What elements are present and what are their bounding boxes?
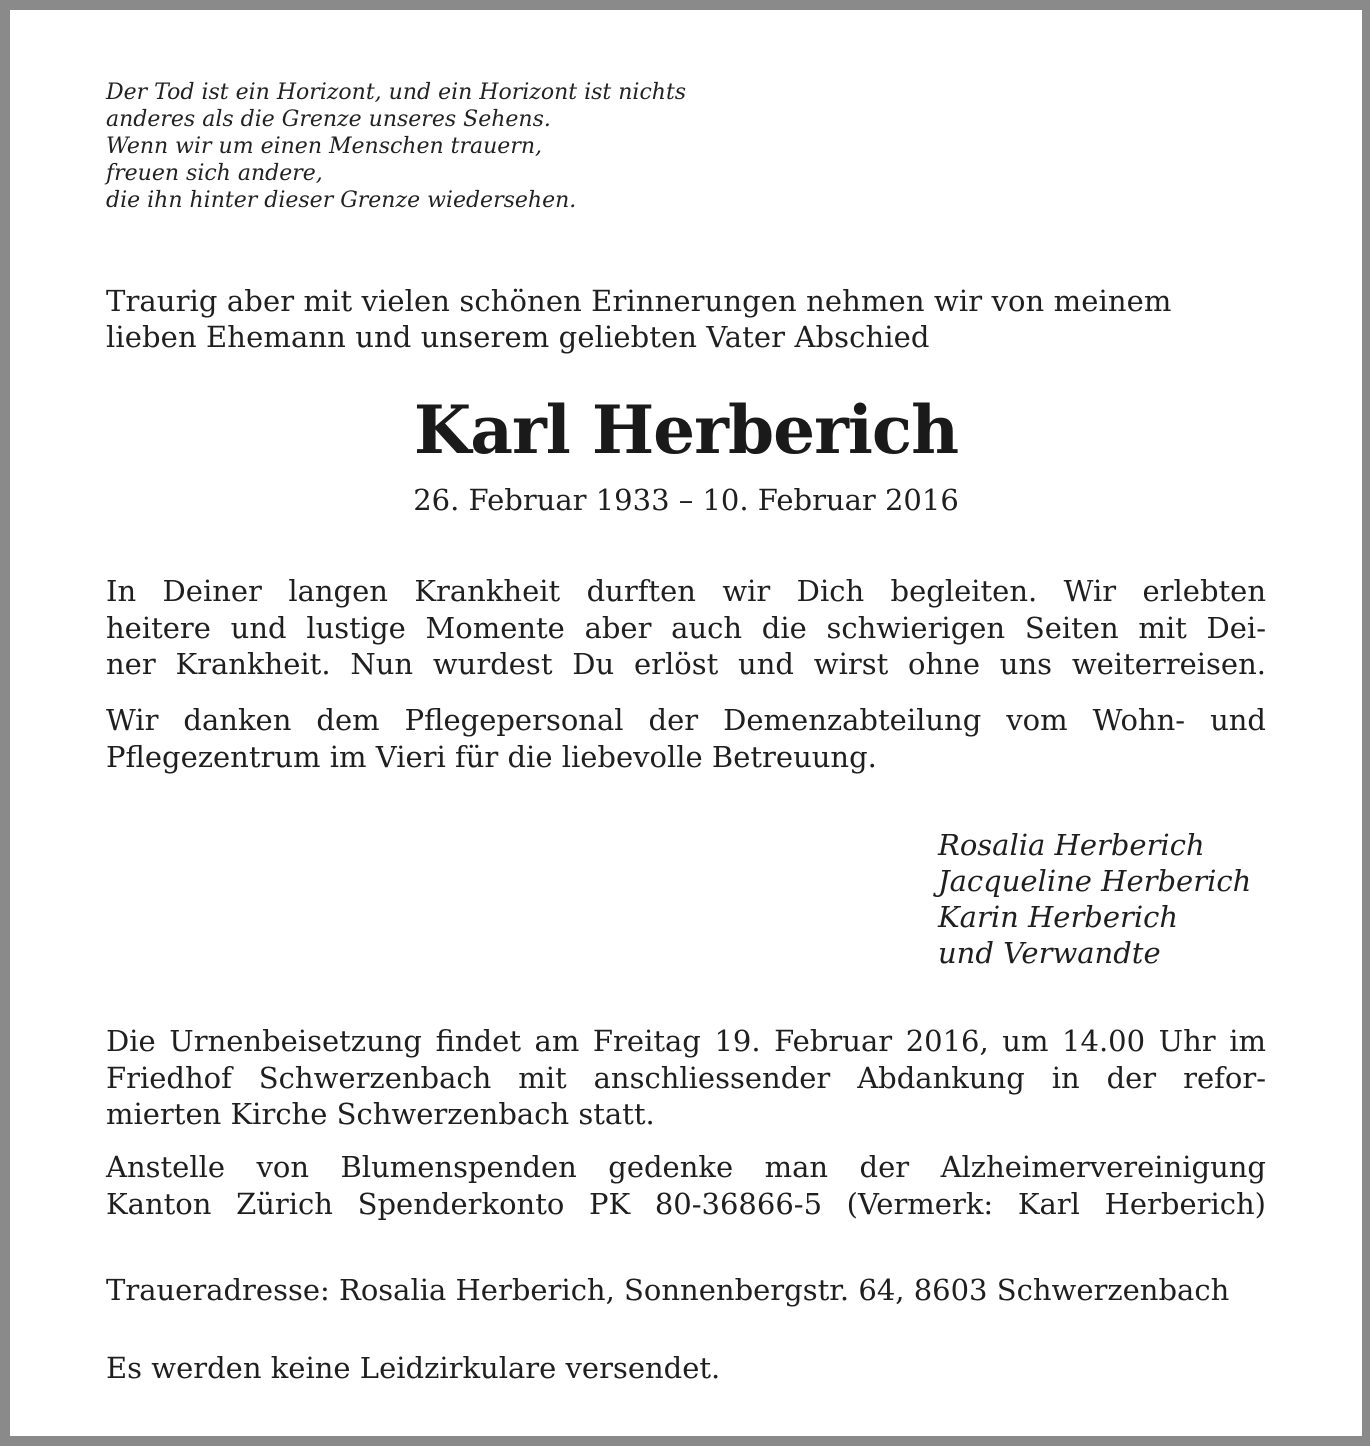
donation-paragraph [106,1149,1266,1222]
mourner-name: und Verwandte [938,936,1161,970]
life-dates: 26. Februar 1933 – 10. Februar 2016 [413,483,959,517]
motto-line: Wenn wir um einen Menschen trauern, [106,134,542,159]
thanks-paragraph [106,702,1266,775]
mourner-name: Karin Herberich [938,900,1179,934]
motto-line: Der Tod ist ein Horizont, und ein Horizont ist nichts [106,80,687,105]
mourners-signatures [938,827,1298,971]
obituary-page [10,10,1362,1436]
intro-line: Traurig aber mit vielen schönen Erinnerungen nehmen wir von meinem [106,284,1172,318]
deceased-name: Karl Herberich [413,391,959,469]
illness-paragraph [106,573,1266,683]
paragraph-line: In Deiner langen Krankheit durften wir Dich begleiten. Wir erlebten [106,574,1266,608]
motto-quote [106,79,806,214]
paragraph-line: mierten Kirche Schwerzenbach statt. [106,1097,655,1131]
paragraph-line: Wir danken dem Pflegepersonal der Demenzabteilung vom Wohn- und [106,703,1266,737]
mourner-name: Rosalia Herberich [938,828,1205,862]
paragraph-line: Die Urnenbeisetzung findet am Freitag 19. Februar 2016, um 14.00 Uhr im [106,1024,1266,1058]
circular-note: Es werden keine Leidzirkulare versendet. [106,1351,721,1385]
intro-text [106,283,1266,355]
intro-line: lieben Ehemann und unserem geliebten Vater Abschied [106,320,930,354]
mourner-name: Jacqueline Herberich [938,864,1252,898]
paragraph-line: ner Krankheit. Nun wurdest Du erlöst und wirst ohne uns weiterreisen. [106,647,1266,681]
mourning-address: Traueradresse: Rosalia Herberich, Sonnenbergstr. 64, 8603 Schwerzenbach [106,1273,1230,1307]
paragraph-line: Friedhof Schwerzenbach mit anschliessender Abdankung in der refor- [106,1060,1266,1095]
motto-line: die ihn hinter dieser Grenze wiedersehen. [106,188,577,213]
motto-line: freuen sich andere, [106,161,323,186]
motto-line: anderes als die Grenze unseres Sehens. [106,107,551,132]
paragraph-line: Anstelle von Blumenspenden gedenke man der Alzheimervereinigung [106,1150,1266,1184]
paragraph-line: Pflegezentrum im Vieri für die liebevolle Betreuung. [106,739,877,774]
funeral-paragraph [106,1023,1266,1133]
paragraph-line: Kanton Zürich Spenderkonto PK 80-36866-5 (Vermerk: Karl Herberich) [106,1186,1266,1221]
paragraph-line: heitere und lustige Momente aber auch die schwierigen Seiten mit Dei- [106,610,1266,645]
